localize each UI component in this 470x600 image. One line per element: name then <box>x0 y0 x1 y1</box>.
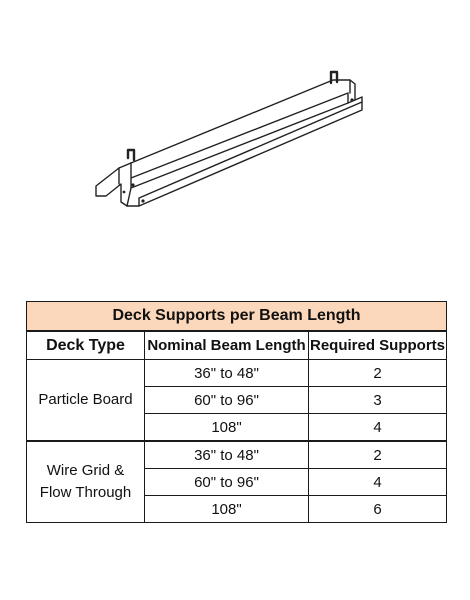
deck-type-line: Wire Grid & <box>46 462 125 479</box>
right-tab <box>331 72 337 83</box>
supports-cell: 6 <box>309 496 447 523</box>
header-required-supports: Required Supports <box>309 331 447 360</box>
deck-supports-table <box>26 301 446 523</box>
header-nominal-beam-length: Nominal Beam Length <box>145 331 309 360</box>
supports-cell: 4 <box>309 414 447 442</box>
left-end-bracket <box>96 163 131 206</box>
beam-length-cell: 60" to 96" <box>145 469 309 496</box>
right-end <box>350 80 355 100</box>
supports-cell: 2 <box>309 441 447 469</box>
deck-type-particle-board: Particle Board <box>27 360 145 442</box>
deck-type-line: Flow Through <box>39 484 132 501</box>
support-channel-bottom-lip <box>127 97 362 206</box>
beam-length-cell: 108" <box>145 496 309 523</box>
rivet-hole <box>131 183 134 186</box>
rivet-hole <box>123 191 126 194</box>
table-row <box>27 441 447 469</box>
deck-type-wire-grid <box>27 441 145 523</box>
left-tab <box>128 150 134 160</box>
supports-cell: 4 <box>309 469 447 496</box>
beam-length-cell: 36" to 48" <box>145 360 309 387</box>
beam-length-cell: 108" <box>145 414 309 442</box>
header-deck-type: Deck Type <box>27 331 145 360</box>
beam-length-cell: 60" to 96" <box>145 387 309 414</box>
support-channel-inner-edge <box>139 102 362 206</box>
supports-cell: 2 <box>309 360 447 387</box>
table-title: Deck Supports per Beam Length <box>27 302 447 332</box>
rivet-hole <box>141 199 144 202</box>
support-channel-front-face <box>131 93 348 188</box>
table-row <box>27 360 447 387</box>
beam-length-cell: 36" to 48" <box>145 441 309 469</box>
supports-cell: 3 <box>309 387 447 414</box>
rivet-hole <box>350 98 353 101</box>
